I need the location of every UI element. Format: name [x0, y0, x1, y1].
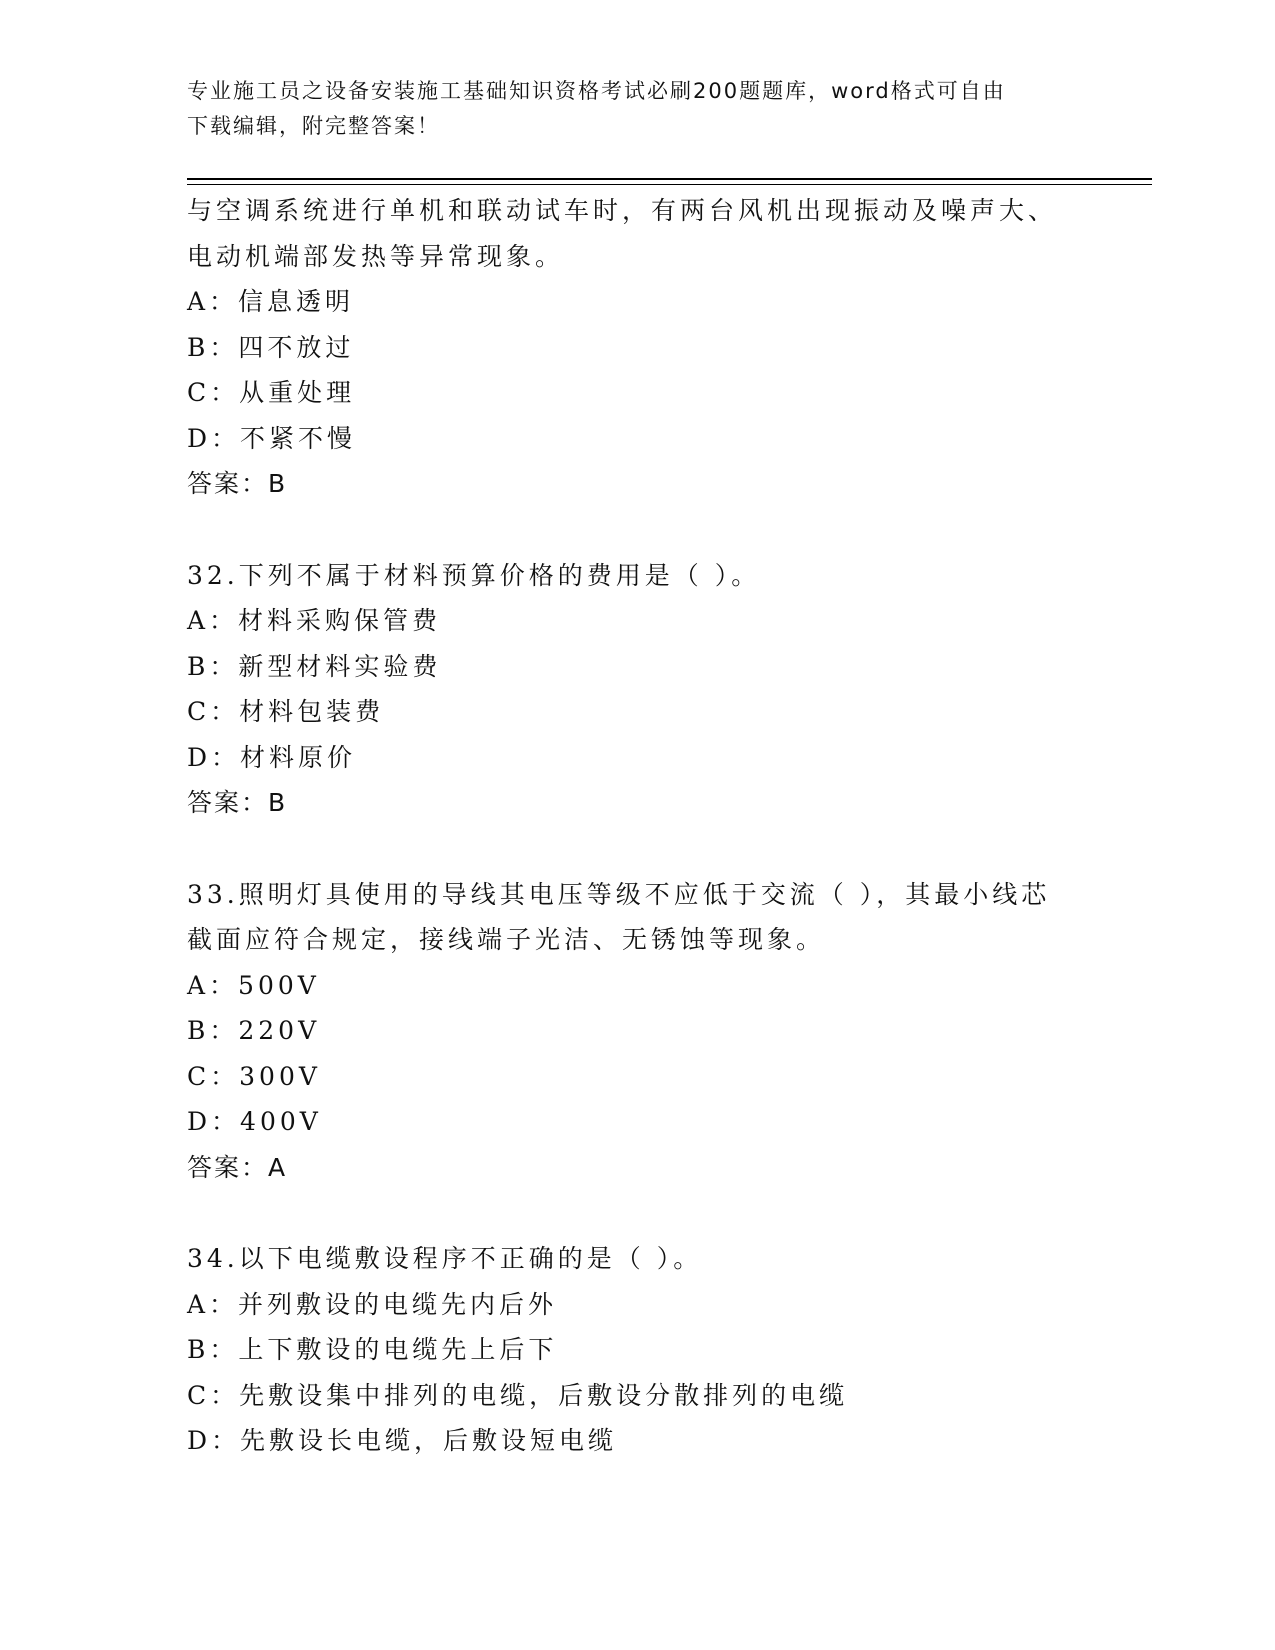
question-text: 32.下列不属于材料预算价格的费用是（ ）。: [187, 560, 761, 590]
question-list: [187, 188, 1087, 1464]
option-d: D：材料原价: [187, 742, 357, 772]
header-title-line2: 下载编辑，附完整答案！: [187, 114, 440, 138]
option-a: A：500V: [187, 970, 320, 1000]
question-text: 电动机端部发热等异常现象。: [187, 241, 565, 271]
document-header: [187, 74, 1067, 144]
option-d: D：先敷设长电缆，后敷设短电缆: [187, 1426, 618, 1455]
question-34: [187, 1236, 1087, 1464]
option-d: D：400V: [187, 1107, 322, 1136]
option-b: B：上下敷设的电缆先上后下: [187, 1335, 558, 1364]
question-text: 与空调系统进行单机和联动试车时，有两台风机出现振动及噪声大、: [187, 196, 1058, 225]
header-title-line1: 专业施工员之设备安装施工基础知识资格考试必刷200题题库，word格式可自由: [187, 79, 1006, 103]
answer: 答案：B: [187, 788, 288, 817]
option-c: C：300V: [187, 1061, 321, 1091]
option-a: A：信息透明: [187, 287, 355, 316]
option-b: B：新型材料实验费: [187, 651, 442, 681]
answer: 答案：B: [187, 469, 288, 498]
question-text: 截面应符合规定，接线端子光洁、无锈蚀等现象。: [187, 925, 826, 954]
option-c: C：材料包装费: [187, 697, 385, 726]
answer: 答案：A: [187, 1152, 288, 1182]
option-b: B：220V: [187, 1016, 321, 1045]
question-33: [187, 872, 1087, 1191]
option-a: A：并列敷设的电缆先内后外: [187, 1289, 558, 1319]
header-rule-thin: [187, 184, 1152, 185]
option-a: A：材料采购保管费: [187, 606, 442, 635]
question-text: 33.照明灯具使用的导线其电压等级不应低于交流（ ），其最小线芯: [187, 879, 1051, 909]
option-c: C：先敷设集中排列的电缆，后敷设分散排列的电缆: [187, 1380, 849, 1410]
question-text: 34.以下电缆敷设程序不正确的是（ ）。: [187, 1244, 703, 1273]
header-rule-thick: [187, 178, 1152, 180]
option-c: C：从重处理: [187, 378, 356, 407]
question-31: [187, 188, 1087, 507]
question-32: [187, 553, 1087, 826]
option-b: B：四不放过: [187, 332, 355, 362]
option-d: D：不紧不慢: [187, 423, 357, 453]
